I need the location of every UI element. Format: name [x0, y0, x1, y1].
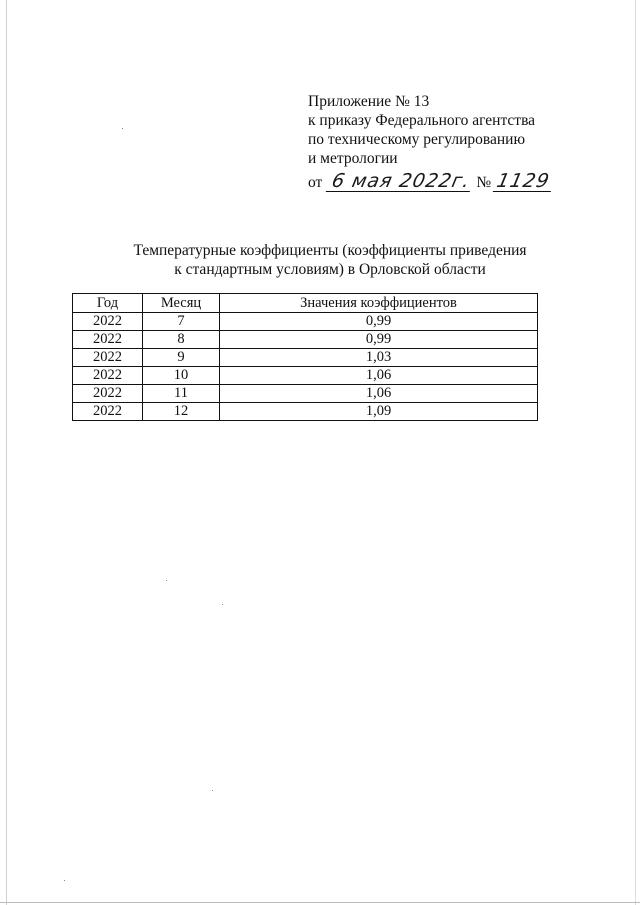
cell-month: 7 — [143, 313, 220, 331]
order-date-number-row — [308, 171, 553, 192]
cell-month: 9 — [143, 349, 220, 367]
title-line-1: Температурные коэффициенты (коэффициенты приведения — [133, 242, 527, 259]
annex-header — [308, 92, 553, 192]
coefficients-table — [72, 293, 538, 421]
scan-edge-right — [635, 0, 636, 905]
cell-value: 1,03 — [220, 349, 538, 367]
cell-value: 1,06 — [220, 367, 538, 385]
annex-line-1: Приложение № 13 — [308, 93, 430, 110]
table-row — [73, 313, 538, 331]
annex-line-3: по техническому регулированию — [308, 131, 526, 148]
number-label: № — [476, 174, 492, 191]
cell-value: 0,99 — [220, 331, 538, 349]
document-title — [0, 241, 640, 279]
cell-year: 2022 — [73, 349, 143, 367]
cell-year: 2022 — [73, 331, 143, 349]
cell-month: 8 — [143, 331, 220, 349]
cell-month: 11 — [143, 385, 220, 403]
scan-speck — [222, 604, 223, 605]
scan-speck — [212, 790, 213, 791]
annex-line-4: и метрологии — [308, 150, 398, 167]
scan-speck — [64, 880, 65, 881]
cell-value: 1,06 — [220, 385, 538, 403]
cell-value: 1,09 — [220, 403, 538, 421]
handwritten-date: 6 мая 2022г. — [326, 171, 474, 192]
cell-year: 2022 — [73, 403, 143, 421]
header-month: Месяц — [143, 294, 220, 313]
title-line-2: к стандартным условиям) в Орловской области — [174, 261, 486, 278]
cell-month: 10 — [143, 367, 220, 385]
handwritten-order-number: 1129 — [493, 171, 555, 192]
table-row — [73, 403, 538, 421]
header-year: Год — [73, 294, 143, 313]
cell-year: 2022 — [73, 367, 143, 385]
table-row — [73, 367, 538, 385]
table-row — [73, 385, 538, 403]
cell-month: 12 — [143, 403, 220, 421]
scan-edge-bottom — [0, 902, 640, 903]
cell-value: 0,99 — [220, 313, 538, 331]
table-header-row — [73, 294, 538, 313]
scan-speck — [122, 128, 123, 129]
cell-year: 2022 — [73, 385, 143, 403]
scan-speck — [166, 580, 167, 581]
cell-year: 2022 — [73, 313, 143, 331]
scan-edge-left — [6, 0, 7, 905]
table-row — [73, 331, 538, 349]
annex-line-2: к приказу Федерального агентства — [308, 112, 536, 129]
table-row — [73, 349, 538, 367]
date-prefix: от — [308, 174, 323, 191]
header-value: Значения коэффициентов — [220, 294, 538, 313]
